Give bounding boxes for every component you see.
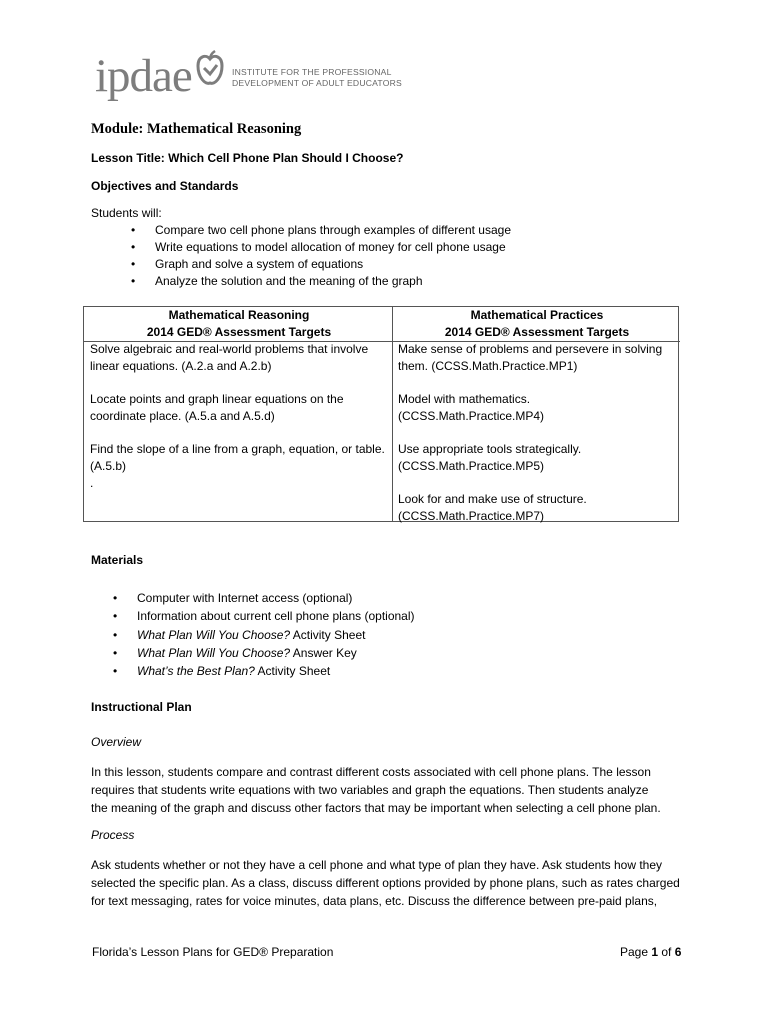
ipdae-logo	[95, 46, 415, 106]
lesson-title: Lesson Title: Which Cell Phone Plan Should I Choose?	[91, 151, 404, 165]
overview-heading: Overview	[91, 735, 142, 749]
list-item: • Compare two cell phone plans through examples of different usage	[131, 222, 511, 239]
materials-heading: Materials	[91, 553, 144, 567]
table-column-reasoning	[90, 307, 388, 492]
table-cell: Locate points and graph linear equations on the coordinate place. (A.5.a and A.5.d)	[90, 392, 344, 423]
list-item: • Information about current cell phone plans (optional)	[113, 607, 415, 625]
list-item: • Computer with Internet access (optional)	[113, 589, 415, 607]
table-cell: Use appropriate tools strategically. (CCSS.Math.Practice.MP5)	[398, 442, 582, 473]
table-header: Mathematical Reasoning 2014 GED® Assessment Targets	[146, 308, 332, 339]
table-cell: .	[90, 476, 94, 490]
footer-title: Florida’s Lesson Plans for GED® Preparation	[92, 945, 334, 959]
table-cell: Make sense of problems and persevere in solving them. (CCSS.Math.Practice.MP1)	[398, 342, 663, 373]
standards-table	[83, 306, 679, 522]
list-item: • What Plan Will You Choose? Activity Sheet	[113, 626, 415, 644]
objectives-list	[131, 222, 511, 290]
table-cell: Look for and make use of structure. (CCSS.Math.Practice.MP7)	[398, 492, 587, 523]
table-cell: Solve algebraic and real-world problems that involve linear equations. (A.2.a and A.2.b)	[90, 342, 369, 373]
instructional-plan-heading: Instructional Plan	[91, 700, 192, 714]
module-title: Module: Mathematical Reasoning	[91, 121, 302, 137]
table-column-practices	[398, 307, 676, 525]
students-will-label: Students will:	[91, 206, 162, 220]
table-header: Mathematical Practices 2014 GED® Assessment Targets	[444, 308, 630, 339]
materials-list	[113, 589, 415, 680]
table-divider	[392, 307, 393, 521]
list-item: • Graph and solve a system of equations	[131, 256, 511, 273]
process-heading: Process	[91, 828, 135, 842]
process-paragraph: Ask students whether or not they have a cell phone and what type of plan they have. Ask students how they selected the specific plan. As a class, discuss different options provided by phone plans, such as rates charged for text messaging, rates for voice minutes, data plans, etc. Discuss the difference between pre-paid plans,	[91, 858, 680, 908]
list-item: • Write equations to model allocation of money for cell phone usage	[131, 239, 511, 256]
table-cell: Find the slope of a line from a graph, equation, or table. (A.5.b)	[90, 442, 385, 473]
overview-paragraph: In this lesson, students compare and contrast different costs associated with cell phone plans. The lesson requires that students write equations with two variables and graph the equations. Then students analyze the meaning of the graph and discuss other factors that may be important when selecting a cell phone plan.	[91, 765, 661, 815]
list-item: • Analyze the solution and the meaning of the graph	[131, 273, 511, 290]
logo-tagline: INSTITUTE FOR THE PROFESSIONAL DEVELOPMENT OF ADULT EDUCATORS	[232, 67, 402, 88]
table-cell: Model with mathematics. (CCSS.Math.Practice.MP4)	[398, 392, 545, 423]
list-item: • What Plan Will You Choose? Answer Key	[113, 644, 415, 662]
apple-icon	[195, 50, 225, 90]
objectives-heading: Objectives and Standards	[91, 179, 239, 193]
list-item: • What’s the Best Plan? Activity Sheet	[113, 662, 415, 680]
page-number: Page 1 of 6	[620, 945, 682, 959]
logo-wordmark: ipdae	[95, 50, 192, 102]
